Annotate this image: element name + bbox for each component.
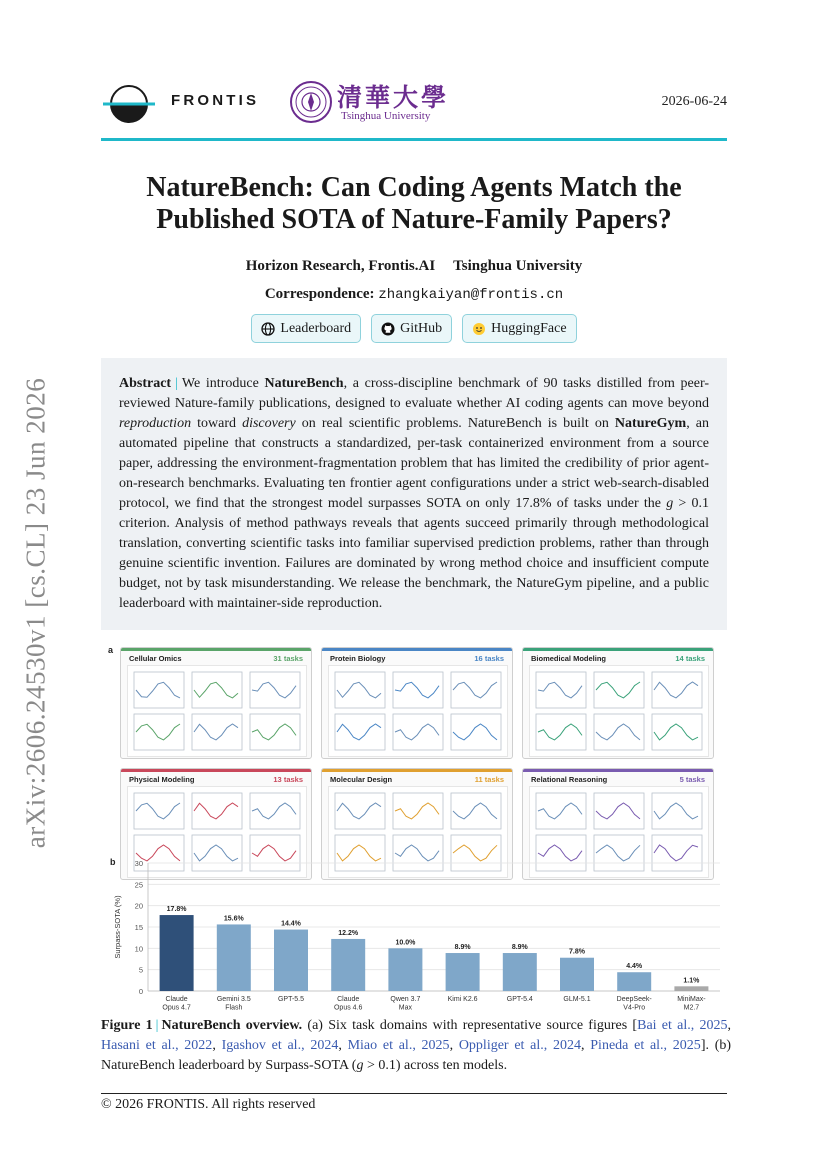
authors: [80, 258, 748, 275]
y-tick-label: 20: [134, 901, 143, 911]
publication-date: 2026-06-24: [661, 94, 727, 109]
domain-color-bar: [121, 648, 311, 651]
domain-color-bar: [322, 648, 512, 651]
bar: [217, 924, 251, 991]
x-tick-label: Claude: [165, 996, 188, 1003]
university-name-en: Tsinghua University: [341, 110, 431, 122]
caption-separator: |: [155, 1018, 159, 1033]
arxiv-stamp-text: arXiv:2606.24530v1 [cs.CL] 23 Jun 2026: [20, 377, 51, 848]
x-tick-label: V4-Pro: [623, 1004, 646, 1012]
x-tick-label: DeepSeek-: [616, 996, 652, 1003]
y-tick-label: 30: [134, 859, 143, 868]
citation-link[interactable]: Bai et al., 2025: [637, 1018, 728, 1033]
abstract-text: , a cross-discipline benchmark of 90 tasks distilled from peer-reviewed Nature-family publications, designed to evaluate whether AI coding agents can move beyond: [119, 376, 709, 411]
domain-figure-thumbnail: [328, 665, 508, 757]
title-line-2: Published SOTA of Nature-Family Papers?: [156, 204, 672, 235]
university-name-cn: 清華大學: [337, 83, 450, 112]
caption-label: Figure 1: [101, 1018, 153, 1033]
domain-name: Cellular Omics: [129, 654, 182, 663]
caption-text: > 0.1) across ten models.: [363, 1058, 508, 1073]
org-name: FRONTIS: [171, 92, 260, 109]
y-tick-label: 25: [134, 880, 143, 890]
thumbnail-graphic-icon: [128, 666, 306, 756]
domain-name: Protein Biology: [330, 654, 386, 663]
title-line-1: NatureBench: Can Coding Agents Match the: [146, 172, 682, 203]
figure-caption: Figure 1 | NatureBench overview. (a) Six task domains with representative source figures [Bai et al., 2025, Hasani et al., 2022, Igashov et al., 2024, Miao et al., 2025, Oppliger et al., 2024, Pineda et al., 2025]. (b) NatureBench leaderboard by Surpass-SOTA (g > 0.1) across ten models.: [101, 1018, 732, 1073]
domain-task-count: 11 tasks: [474, 775, 504, 784]
bar: [674, 986, 708, 991]
arxiv-stamp: [16, 345, 56, 880]
x-tick-label: M2.7: [683, 1004, 700, 1012]
domain-task-count: 16 tasks: [474, 654, 504, 663]
surpass-sota-bar-chart: [106, 855, 726, 1015]
bar-value-label: 8.9%: [511, 944, 528, 952]
citation-link[interactable]: Miao et al., 2025: [347, 1038, 450, 1053]
domain-task-count: 31 tasks: [273, 654, 303, 663]
bar: [274, 930, 308, 991]
bar: [388, 948, 422, 991]
thumbnail-graphic-icon: [329, 666, 507, 756]
domain-task-count: 13 tasks: [273, 775, 303, 784]
footer-divider: [101, 1093, 727, 1094]
huggingface-button[interactable]: [462, 314, 576, 343]
domain-figure-thumbnail: [127, 665, 307, 757]
abstract-text: > 0.1 criterion. Analysis of method pathways reveals that agents succeed primarily through methodological translation, converting scientific tasks into familiar supervised prediction problems, rather than through genuine scientific invention. Failures are dominated by wrong method choice and insufficient compute budget, not by task misunderstanding. We release the benchmark, the NatureGym pipeline, and a public leaderboard with maintainer-side reproduction.: [119, 496, 709, 611]
abstract-italic-discovery: discovery: [242, 416, 296, 431]
author-affiliation-1: Horizon Research, Frontis.AI: [245, 258, 436, 274]
domain-name: Molecular Design: [330, 775, 393, 784]
caption-text: ]. (b) NatureBench leaderboard by Surpass-SOTA (: [101, 1038, 732, 1073]
x-tick-label: Gemini 3.5: [216, 996, 251, 1003]
abstract-text: toward: [191, 416, 243, 431]
bar-value-label: 12.2%: [338, 929, 359, 937]
abstract-bold-naturegym: NatureGym: [614, 416, 687, 431]
panel-b-letter: b: [110, 857, 116, 867]
bar: [160, 915, 194, 991]
bar: [617, 972, 651, 991]
abstract-separator: |: [175, 376, 178, 391]
x-tick-label: Max: [398, 1004, 413, 1012]
author-affiliation-2: Tsinghua University: [453, 258, 583, 274]
bar-value-label: 4.4%: [626, 963, 643, 971]
page-header: [101, 78, 727, 142]
y-tick-label: 15: [134, 923, 143, 932]
y-tick-label: 10: [134, 944, 143, 954]
bar-value-label: 7.8%: [569, 948, 585, 956]
github-icon: [381, 322, 395, 336]
domain-name: Biomedical Modeling: [531, 654, 607, 663]
domain-card: [522, 647, 714, 759]
globe-icon: [261, 322, 275, 336]
huggingface-icon: [472, 322, 486, 336]
correspondence-email[interactable]: zhangkaiyan@frontis.cn: [378, 287, 564, 303]
frontis-logo-icon: [103, 82, 155, 126]
bar-value-label: 1.1%: [683, 977, 700, 985]
x-tick-label: Opus 4.6: [333, 1004, 363, 1012]
domain-name: Physical Modeling: [129, 775, 195, 784]
x-tick-label: Opus 4.7: [162, 1004, 191, 1012]
figure-panel-a: [106, 643, 722, 855]
figure-panel-b: [106, 855, 726, 1015]
bar-value-label: 15.6%: [223, 915, 244, 923]
domain-card: [321, 647, 513, 759]
x-tick-label: GLM-5.1: [563, 996, 591, 1003]
caption-title: NatureBench overview.: [161, 1018, 303, 1033]
copyright-footer: © 2026 FRONTIS. All rights reserved: [101, 1097, 316, 1112]
y-tick-label: 0: [138, 987, 143, 996]
leaderboard-label: Leaderboard: [280, 320, 352, 336]
panel-a-letter: a: [108, 645, 114, 655]
domain-figure-thumbnail: [529, 665, 709, 757]
x-tick-label: GPT-5.5: [277, 996, 305, 1003]
leaderboard-button[interactable]: [251, 314, 361, 343]
bar: [331, 939, 365, 991]
y-axis-label: Surpass-SOTA (%): [113, 895, 122, 959]
x-tick-label: Qwen 3.7: [390, 996, 421, 1003]
paper-title: [80, 172, 748, 236]
github-label: GitHub: [400, 320, 443, 336]
bar: [446, 953, 480, 991]
domain-color-bar: [322, 769, 512, 772]
abstract-text: on real scientific problems. NatureBench is built on: [295, 416, 615, 431]
abstract-bold-naturebench: NatureBench: [264, 376, 344, 391]
abstract-italic-g: g: [666, 496, 674, 511]
bar: [560, 958, 594, 991]
header-divider: [101, 138, 727, 141]
bar-value-label: 8.9%: [454, 944, 471, 952]
bar-value-label: 14.4%: [281, 920, 301, 928]
domain-name: Relational Reasoning: [531, 775, 608, 784]
citation-link[interactable]: Igashov et al., 2024: [221, 1038, 339, 1053]
x-tick-label: MiniMax-: [677, 996, 706, 1003]
domain-color-bar: [523, 769, 713, 772]
caption-italic-g: g: [356, 1058, 364, 1073]
citation-link[interactable]: Hasani et al., 2022: [101, 1038, 213, 1053]
correspondence: [80, 286, 748, 303]
domain-color-bar: [121, 769, 311, 772]
thumbnail-graphic-icon: [530, 666, 708, 756]
domain-task-count: 5 tasks: [679, 775, 705, 784]
domain-color-bar: [523, 648, 713, 651]
correspondence-label: Correspondence:: [264, 286, 375, 302]
abstract-text: , an automated pipeline that constructs a standardized, per-task containerized environment from a source paper, addressing the environment-fragmentation problem that has limited the credibility of prior agent-on-research benchmarks. Evaluating ten frontier agent configurations under a strict web-search-disabled protocol, we find that the strongest model surpasses SOTA on only 17.8% of tasks under the: [119, 416, 709, 511]
abstract-box: [101, 358, 727, 630]
y-tick-label: 5: [138, 965, 143, 975]
tsinghua-seal-icon: [289, 80, 333, 124]
bar: [503, 953, 537, 991]
x-tick-label: Flash: [225, 1004, 243, 1012]
link-buttons: [80, 314, 748, 343]
x-tick-label: Kimi K2.6: [447, 996, 478, 1003]
abstract-label: Abstract: [119, 376, 172, 391]
huggingface-label: HuggingFace: [491, 320, 567, 336]
x-tick-label: GPT-5.4: [506, 996, 533, 1003]
github-button[interactable]: [371, 314, 452, 343]
bar-value-label: 17.8%: [166, 906, 187, 914]
bar-value-label: 10.0%: [395, 939, 416, 947]
abstract-italic-reproduction: reproduction: [119, 416, 192, 431]
domain-card: [120, 647, 312, 759]
domain-task-count: 14 tasks: [675, 654, 705, 663]
x-tick-label: Claude: [337, 996, 360, 1003]
citation-link[interactable]: Pineda et al., 2025: [590, 1038, 701, 1053]
citation-link[interactable]: Oppliger et al., 2024: [458, 1038, 582, 1053]
caption-text: (a) Six task domains with representative source figures [: [302, 1018, 638, 1033]
abstract-text: We introduce: [181, 376, 265, 391]
